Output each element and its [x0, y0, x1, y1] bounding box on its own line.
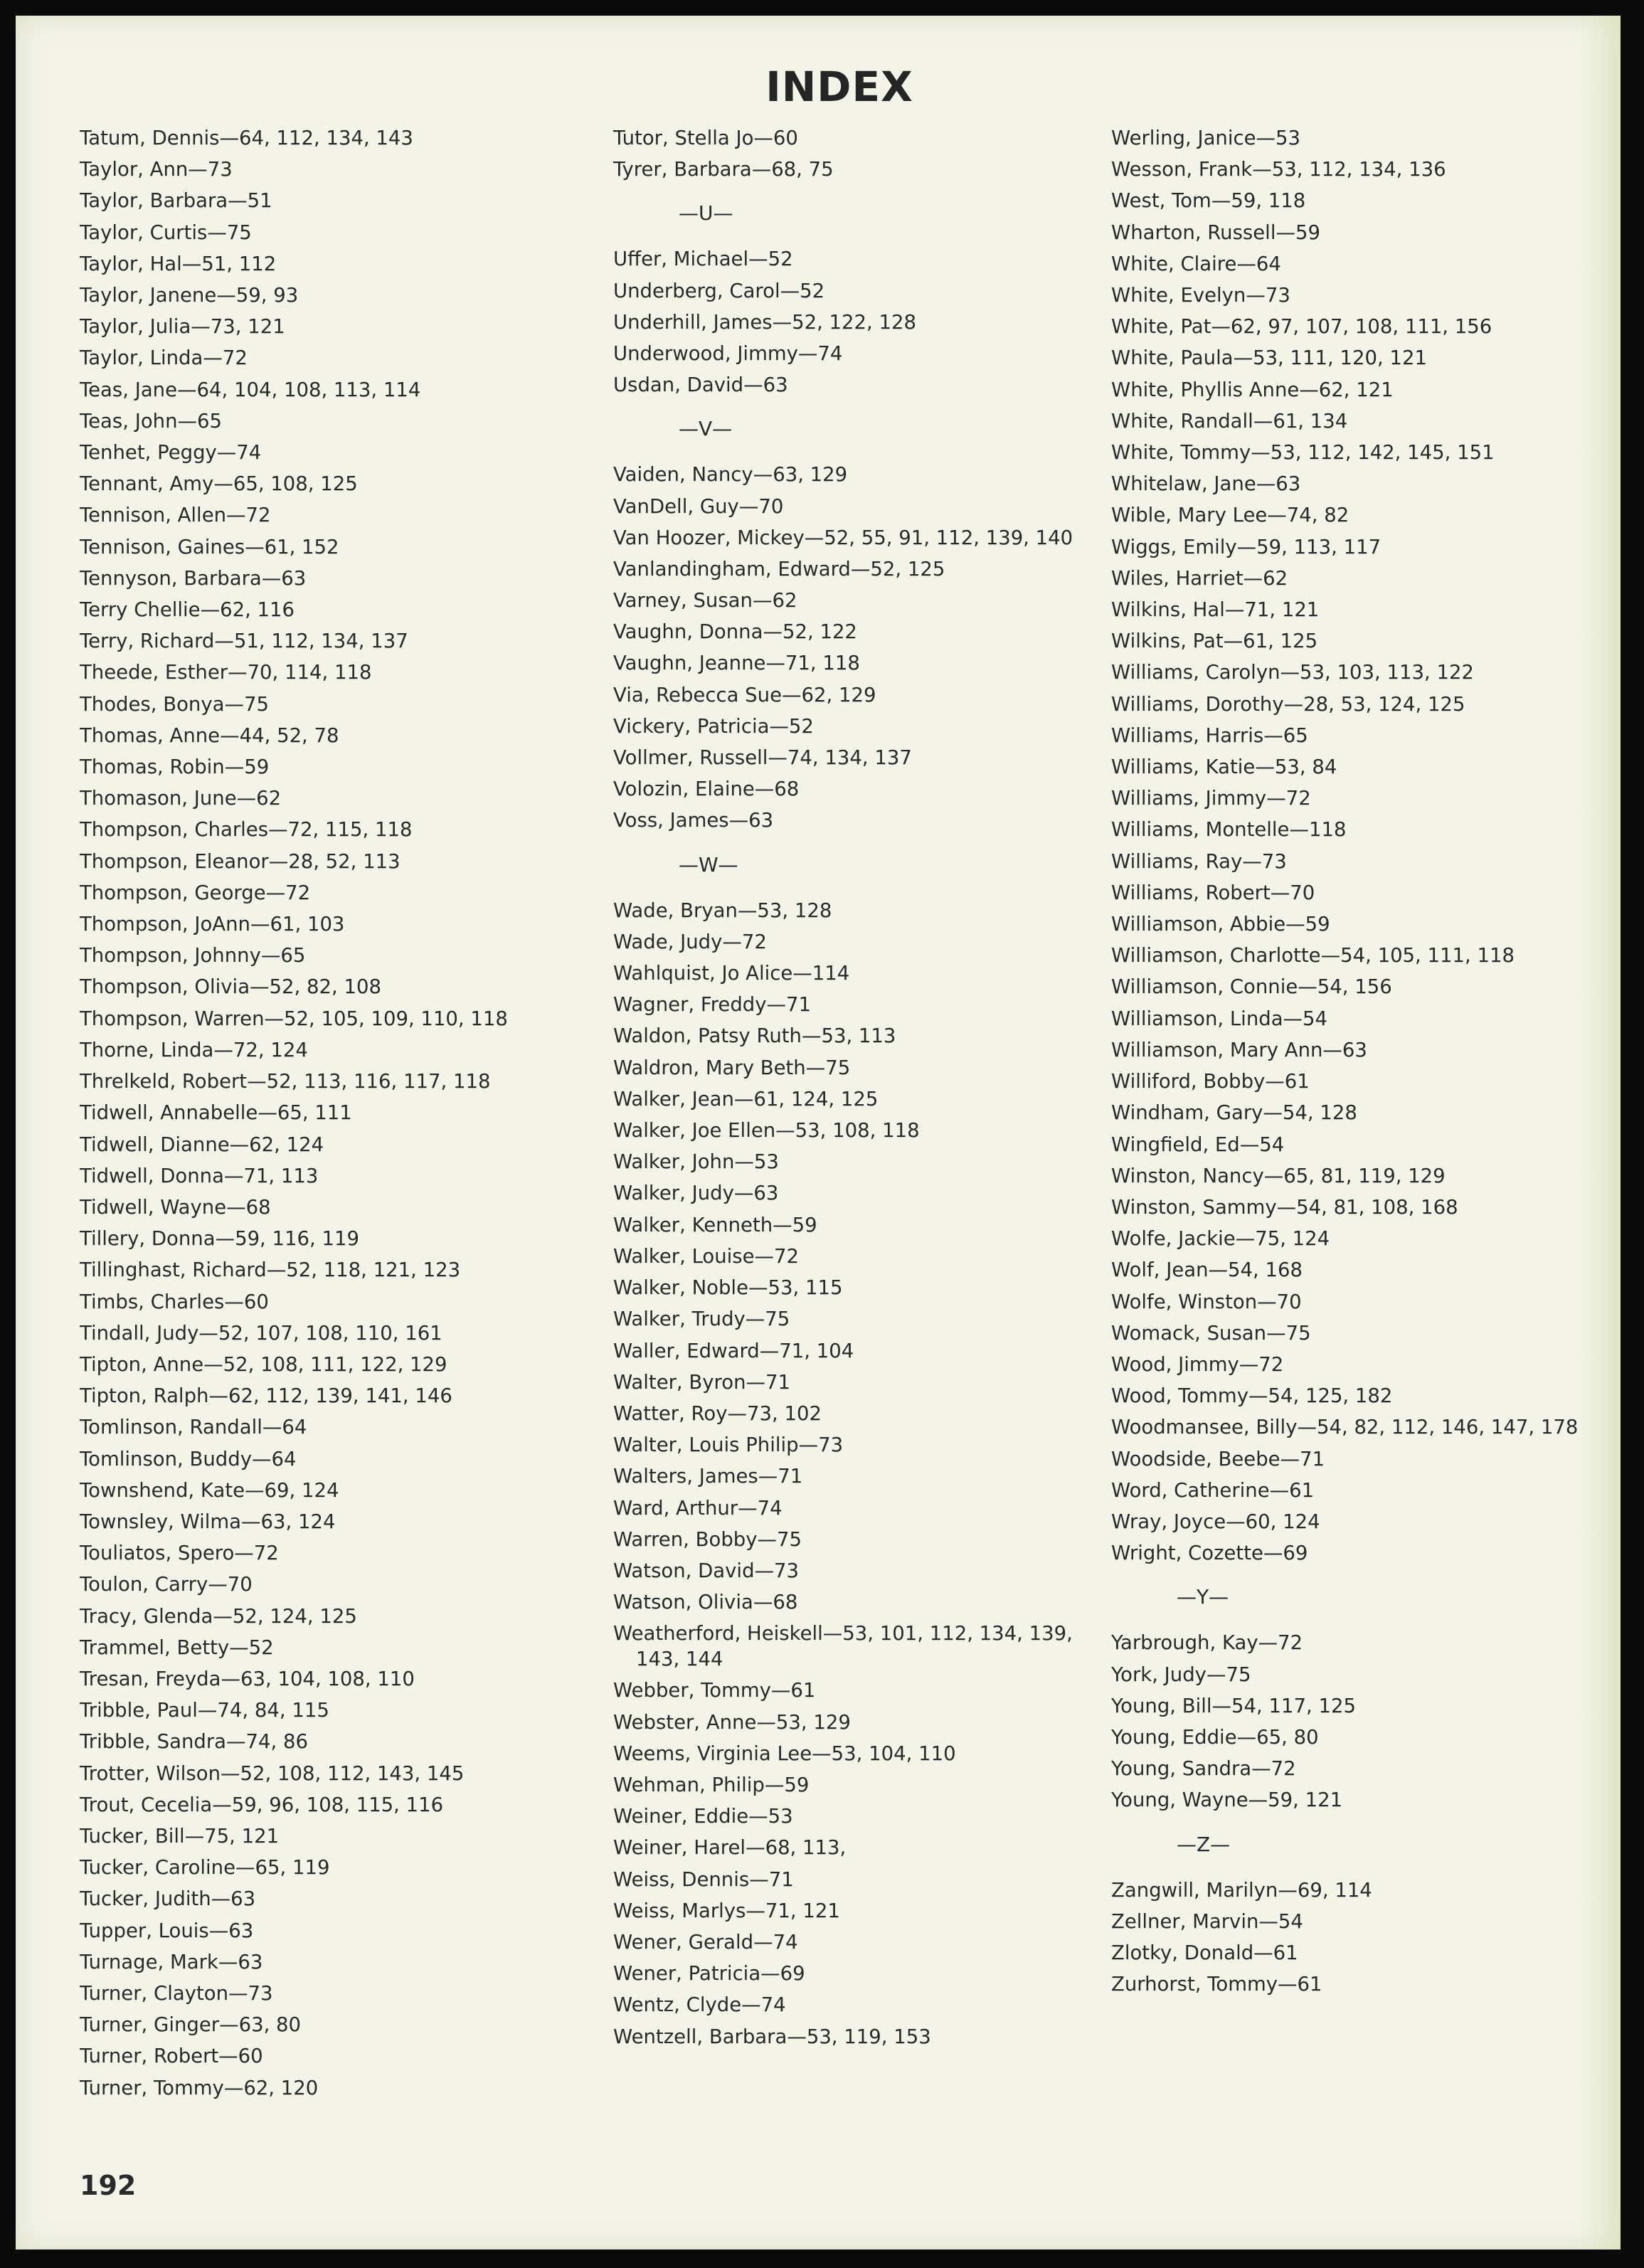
letter-heading-y: —Y— [1177, 1585, 1229, 1609]
index-entry: Thompson, Johnny—65 [80, 944, 306, 968]
index-entry: Wesson, Frank—53, 112, 134, 136 [1111, 158, 1446, 181]
index-entry: Underwood, Jimmy—74 [613, 342, 843, 366]
index-entry: Tennison, Gaines—61, 152 [80, 535, 339, 558]
index-column-3 [1111, 122, 1609, 2000]
index-entry: York, Judy—75 [1111, 1663, 1251, 1686]
index-entry: Tucker, Judith—63 [80, 1887, 256, 1911]
index-entry: Wagner, Freddy—71 [613, 993, 811, 1017]
index-entry: Tillery, Donna—59, 116, 119 [80, 1227, 360, 1251]
index-entry: Warren, Bobby—75 [613, 1527, 802, 1551]
index-entry: Wehman, Philip—59 [613, 1773, 810, 1796]
index-entry: Webster, Anne—53, 129 [613, 1710, 851, 1734]
letter-heading-z: —Z— [1177, 1832, 1231, 1856]
index-entry: Walters, James—71 [613, 1465, 803, 1488]
index-entry: Trammel, Betty—52 [80, 1636, 274, 1659]
index-entry: Volozin, Elaine—68 [613, 778, 800, 801]
index-entry: Trotter, Wilson—52, 108, 112, 143, 145 [80, 1761, 465, 1785]
index-entry: Tenhet, Peggy—74 [80, 441, 262, 465]
index-entry: Theede, Esther—70, 114, 118 [80, 661, 372, 684]
index-entry: Watter, Roy—73, 102 [613, 1401, 822, 1425]
index-entry: West, Tom—59, 118 [1111, 189, 1306, 213]
index-entry: Walter, Louis Philip—73 [613, 1434, 844, 1457]
index-entry: White, Paula—53, 111, 120, 121 [1111, 346, 1427, 370]
index-entry: Waldon, Patsy Ruth—53, 113 [613, 1024, 896, 1048]
index-entry: Zellner, Marvin—54 [1111, 1909, 1303, 1933]
index-entry: Wray, Joyce—60, 124 [1111, 1510, 1320, 1533]
index-entry: VanDell, Guy—70 [613, 494, 784, 518]
index-entry: Wolfe, Winston—70 [1111, 1290, 1302, 1313]
index-entry: Ward, Arthur—74 [613, 1496, 783, 1520]
index-entry: Young, Sandra—72 [1111, 1757, 1296, 1781]
entry-list-u [613, 243, 1111, 401]
index-entry: Whitelaw, Jane—63 [1111, 472, 1301, 496]
index-entry: Tennant, Amy—65, 108, 125 [80, 472, 358, 496]
index-entry: Zlotky, Donald—61 [1111, 1941, 1298, 1964]
index-entry: Williams, Montelle—118 [1111, 818, 1347, 842]
index-entry: Wible, Mary Lee—74, 82 [1111, 504, 1349, 527]
index-entry: Tucker, Caroline—65, 119 [80, 1856, 330, 1880]
index-entry: Wolfe, Jackie—75, 124 [1111, 1227, 1330, 1251]
index-entry: Thompson, Olivia—52, 82, 108 [80, 975, 381, 999]
index-entry: Williams, Jimmy—72 [1111, 787, 1311, 810]
index-entry: Threlkeld, Robert—52, 113, 116, 117, 118 [80, 1070, 491, 1093]
index-entry: Tidwell, Wayne—68 [80, 1195, 271, 1219]
index-entry: Walter, Byron—71 [613, 1370, 791, 1394]
index-entry: Uffer, Michael—52 [613, 248, 793, 271]
index-entry: Thompson, George—72 [80, 881, 311, 904]
index-entry: Williamson, Connie—54, 156 [1111, 975, 1392, 999]
index-column-1 [80, 122, 620, 2104]
index-entry: Williamson, Linda—54 [1111, 1007, 1328, 1030]
index-entry: Wade, Bryan—53, 128 [613, 899, 832, 922]
index-entry: Tillinghast, Richard—52, 118, 121, 123 [80, 1258, 461, 1282]
index-entry: Turnage, Mark—63 [80, 1950, 263, 1973]
letter-heading-u: —U— [679, 201, 733, 226]
index-entry: White, Claire—64 [1111, 252, 1281, 275]
index-entry: Taylor, Julia—73, 121 [80, 315, 285, 339]
index-entry: Taylor, Janene—59, 93 [80, 284, 299, 307]
entry-list-y [1111, 1627, 1609, 1816]
entry-list-w-continued [613, 1675, 1111, 2052]
index-entry: Walker, John—53 [613, 1150, 779, 1174]
index-entry: Woodmansee, Billy—54, 82, 112, 146, 147, 178 [1111, 1416, 1579, 1439]
index-entry: Tidwell, Annabelle—65, 111 [80, 1101, 352, 1125]
index-entry: Taylor, Ann—73 [80, 158, 233, 181]
index-entry: Williams, Harris—65 [1111, 724, 1308, 747]
index-entry: Williams, Ray—73 [1111, 849, 1287, 873]
index-entry: Wright, Cozette—69 [1111, 1542, 1308, 1565]
index-entry: Terry Chellie—62, 116 [80, 598, 295, 622]
index-entry: Young, Wayne—59, 121 [1111, 1789, 1343, 1812]
index-entry: Walker, Trudy—75 [613, 1308, 790, 1331]
index-entry: Walker, Jean—61, 124, 125 [613, 1087, 879, 1111]
index-page [16, 16, 1621, 2250]
index-entry: White, Randall—61, 134 [1111, 409, 1348, 433]
index-entry: Waller, Edward—71, 104 [613, 1339, 854, 1362]
index-entry: Werling, Janice—53 [1111, 127, 1301, 149]
index-entry: Thomason, June—62 [80, 787, 282, 810]
index-entry: Webber, Tommy—61 [613, 1679, 816, 1702]
index-entry: Wharton, Russell—59 [1111, 221, 1320, 244]
index-entry: Wilkins, Hal—71, 121 [1111, 598, 1320, 622]
index-entry: Walker, Judy—63 [613, 1182, 779, 1205]
index-entry: Wingfield, Ed—54 [1111, 1133, 1285, 1156]
index-entry: Wood, Jimmy—72 [1111, 1352, 1284, 1376]
index-entry: Weiss, Marlys—71, 121 [613, 1899, 840, 1922]
index-entry: Williams, Dorothy—28, 53, 124, 125 [1111, 692, 1465, 716]
index-entry: Williams, Carolyn—53, 103, 113, 122 [1111, 661, 1474, 684]
index-entry: Townsley, Wilma—63, 124 [80, 1510, 336, 1533]
index-entry: Tucker, Bill—75, 121 [80, 1824, 280, 1848]
index-entry: Varney, Susan—62 [613, 589, 797, 613]
index-entry: Walker, Joe Ellen—53, 108, 118 [613, 1119, 920, 1143]
index-entry: Young, Bill—54, 117, 125 [1111, 1694, 1356, 1717]
index-entry: Thorne, Linda—72, 124 [80, 1038, 308, 1061]
index-entry: Windham, Gary—54, 128 [1111, 1101, 1357, 1125]
index-entry: Thompson, Warren—52, 105, 109, 110, 118 [80, 1007, 508, 1030]
index-entry: Tennyson, Barbara—63 [80, 566, 307, 590]
index-entry: White, Tommy—53, 112, 142, 145, 151 [1111, 441, 1495, 465]
index-entry: Williams, Katie—53, 84 [1111, 756, 1337, 779]
page-title: INDEX [765, 63, 913, 111]
index-entry: Weiss, Dennis—71 [613, 1867, 794, 1891]
index-entry: Winston, Nancy—65, 81, 119, 129 [1111, 1164, 1446, 1187]
page-number: 192 [80, 2170, 137, 2201]
entry-list-w-col3 [1111, 122, 1609, 1569]
index-entry: Voss, James—63 [613, 809, 774, 832]
index-entry: White, Evelyn—73 [1111, 284, 1290, 307]
index-entry: Wener, Patricia—69 [613, 1962, 805, 1986]
index-entry: Van Hoozer, Mickey—52, 55, 91, 112, 139, 140 [613, 526, 1073, 549]
index-entry: Vanlandingham, Edward—52, 125 [613, 557, 945, 581]
index-entry: Thompson, Eleanor—28, 52, 113 [80, 849, 401, 873]
index-entry: Via, Rebecca Sue—62, 129 [613, 683, 876, 706]
index-entry: Wiggs, Emily—59, 113, 117 [1111, 535, 1382, 558]
index-entry: Womack, Susan—75 [1111, 1321, 1311, 1345]
index-entry: Toulon, Carry—70 [80, 1573, 253, 1596]
index-column-2 [613, 122, 1111, 2052]
index-entry: Wood, Tommy—54, 125, 182 [1111, 1384, 1393, 1408]
index-entry: Thodes, Bonya—75 [80, 692, 269, 716]
index-entry: Thompson, JoAnn—61, 103 [80, 913, 345, 936]
index-entry: Tribble, Sandra—74, 86 [80, 1730, 308, 1754]
index-entry: Tracy, Glenda—52, 124, 125 [80, 1604, 357, 1628]
index-entry: Turner, Clayton—73 [80, 1981, 273, 2005]
index-entry: Underberg, Carol—52 [613, 279, 825, 302]
index-entry: Watson, Olivia—68 [613, 1591, 798, 1614]
index-entry: Walker, Kenneth—59 [613, 1213, 817, 1236]
index-entry: Thomas, Robin—59 [80, 756, 270, 779]
index-entry: Tindall, Judy—52, 107, 108, 110, 161 [80, 1321, 442, 1345]
index-entry: Terry, Richard—51, 112, 134, 137 [80, 630, 408, 653]
index-entry: Weems, Virginia Lee—53, 104, 110 [613, 1742, 956, 1765]
index-entry: Young, Eddie—65, 80 [1111, 1725, 1319, 1749]
index-entry: Vaughn, Donna—52, 122 [613, 620, 857, 644]
index-entry: Word, Catherine—61 [1111, 1478, 1315, 1502]
index-entry: Timbs, Charles—60 [80, 1290, 269, 1313]
index-entry: Vaughn, Jeanne—71, 118 [613, 652, 860, 675]
index-entry: Wentz, Clyde—74 [613, 1993, 786, 2017]
index-entry: Tatum, Dennis—64, 112, 134, 143 [80, 127, 413, 149]
index-entry: Williamson, Charlotte—54, 105, 111, 118 [1111, 944, 1515, 968]
entry-list-v [613, 459, 1111, 521]
index-entry: Zangwill, Marilyn—69, 114 [1111, 1878, 1372, 1902]
index-entry: Turner, Ginger—63, 80 [80, 2013, 302, 2037]
index-entry: Taylor, Barbara—51 [80, 189, 272, 213]
index-entry: Teas, John—65 [80, 409, 222, 433]
entry-list-v-continued [613, 553, 1111, 837]
index-entry: Thompson, Charles—72, 115, 118 [80, 818, 413, 842]
index-entry: Williamson, Mary Ann—63 [1111, 1038, 1367, 1061]
index-entry: Tupper, Louis—63 [80, 1919, 254, 1942]
index-entry: Williford, Bobby—61 [1111, 1070, 1310, 1093]
index-entry: Williams, Robert—70 [1111, 881, 1315, 904]
index-entry: Weiner, Harel—68, 113, [613, 1836, 847, 1860]
index-entry: Wiles, Harriet—62 [1111, 566, 1288, 590]
index-entry: Townshend, Kate—69, 124 [80, 1478, 339, 1502]
index-entry: Tresan, Freyda—63, 104, 108, 110 [80, 1667, 415, 1690]
index-entry: Turner, Tommy—62, 120 [80, 2076, 319, 2099]
index-entry: Tennison, Allen—72 [80, 504, 271, 527]
index-entry: Wilkins, Pat—61, 125 [1111, 630, 1318, 653]
index-entry: Tipton, Anne—52, 108, 111, 122, 129 [80, 1352, 447, 1376]
index-entry: Tipton, Ralph—62, 112, 139, 141, 146 [80, 1384, 452, 1408]
index-entry: Tomlinson, Buddy—64 [80, 1447, 297, 1471]
entry-list-t-continued [613, 122, 1111, 185]
index-entry: Tutor, Stella Jo—60 [613, 127, 798, 149]
index-entry: Tidwell, Dianne—62, 124 [80, 1133, 324, 1156]
index-entry: Taylor, Linda—72 [80, 346, 248, 370]
entry-list-t [80, 122, 620, 2104]
index-entry: Usdan, David—63 [613, 373, 788, 397]
index-entry: Touliatos, Spero—72 [80, 1542, 279, 1565]
index-entry: Tidwell, Donna—71, 113 [80, 1164, 319, 1187]
index-entry: Walker, Louise—72 [613, 1244, 800, 1268]
index-entry: White, Phyllis Anne—62, 121 [1111, 378, 1394, 401]
index-entry: Yarbrough, Kay—72 [1111, 1631, 1303, 1655]
index-entry: Watson, David—73 [613, 1559, 800, 1582]
index-entry: Wade, Judy—72 [613, 930, 767, 953]
index-entry: Wahlquist, Jo Alice—114 [613, 962, 850, 985]
index-entry: Wentzell, Barbara—53, 119, 153 [613, 2025, 931, 2048]
index-entry: Trout, Cecelia—59, 96, 108, 115, 116 [80, 1793, 444, 1816]
index-entry: Waldron, Mary Beth—75 [613, 1056, 851, 1079]
index-entry: Taylor, Hal—51, 112 [80, 252, 277, 275]
index-entry: Walker, Noble—53, 115 [613, 1276, 843, 1300]
index-entry: Woodside, Beebe—71 [1111, 1447, 1325, 1471]
entry-list-w [613, 895, 1111, 1618]
index-entry: White, Pat—62, 97, 107, 108, 111, 156 [1111, 315, 1492, 339]
index-entry: Weiner, Eddie—53 [613, 1805, 793, 1828]
index-entry: Tribble, Paul—74, 84, 115 [80, 1699, 329, 1722]
index-entry: Turner, Robert—60 [80, 2045, 263, 2068]
entry-list-z [1111, 1875, 1609, 2001]
index-entry: Tyrer, Barbara—68, 75 [613, 158, 834, 181]
index-entry: Wolf, Jean—54, 168 [1111, 1258, 1303, 1282]
index-entry: Tomlinson, Randall—64 [80, 1416, 307, 1439]
index-entry: Taylor, Curtis—75 [80, 221, 252, 244]
index-entry: Vollmer, Russell—74, 134, 137 [613, 746, 912, 770]
index-entry: Wener, Gerald—74 [613, 1930, 798, 1954]
letter-heading-w: —W— [679, 852, 738, 876]
index-entry: Vickery, Patricia—52 [613, 714, 814, 738]
index-entry: Winston, Sammy—54, 81, 108, 168 [1111, 1195, 1458, 1219]
index-entry: Zurhorst, Tommy—61 [1111, 1973, 1322, 1996]
index-entry: Thomas, Anne—44, 52, 78 [80, 724, 339, 747]
letter-heading-v: —V— [679, 417, 733, 441]
index-entry: Underhill, James—52, 122, 128 [613, 310, 917, 334]
index-entry: Williamson, Abbie—59 [1111, 913, 1330, 936]
index-entry: Weatherford, Heiskell—53, 101, 112, 134, 139, 143, 144 [613, 1622, 1073, 1671]
index-entry: Vaiden, Nancy—63, 129 [613, 463, 848, 487]
index-entry: Teas, Jane—64, 104, 108, 113, 114 [80, 378, 421, 401]
